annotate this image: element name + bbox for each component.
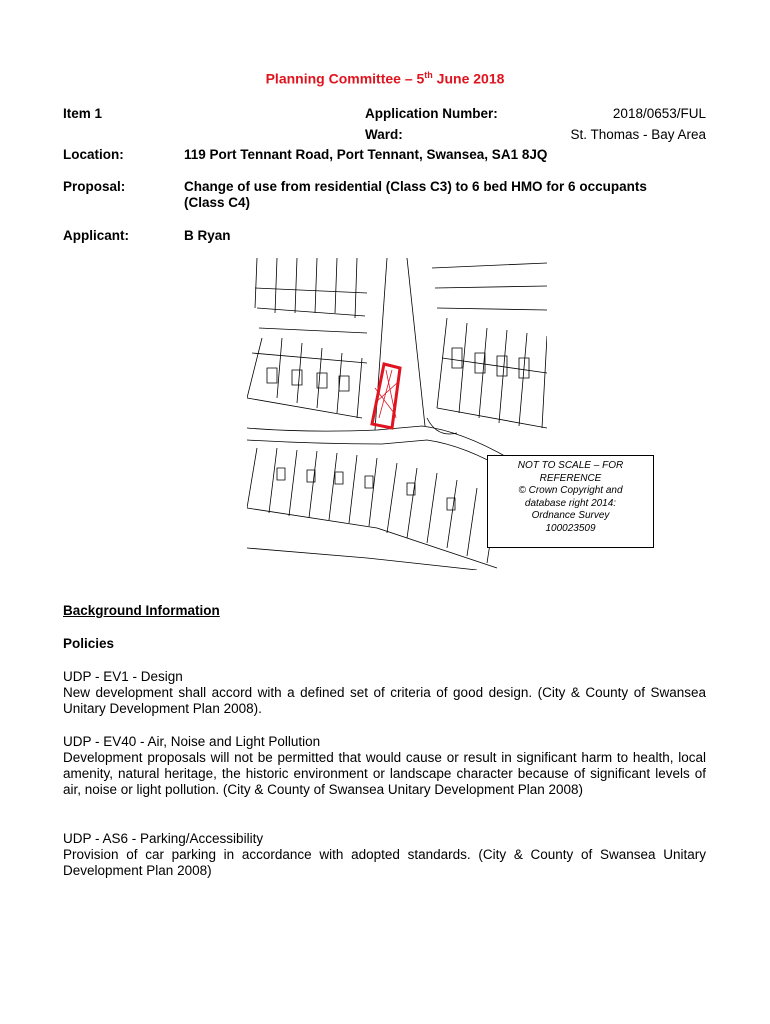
policy-as6: [63, 831, 706, 879]
policy-ev40: [63, 734, 706, 798]
policy-ev1: [63, 669, 706, 717]
background-heading: Background Information: [63, 603, 220, 618]
proposal-label: Proposal:: [63, 179, 126, 194]
policy-text: Provision of car parking in accordance with adopted standards. (City & County of Swansea Unitary Development Plan 2008): [63, 847, 706, 878]
application-number-label: Application Number:: [365, 106, 498, 121]
applicant-value: B Ryan: [184, 228, 231, 243]
proposal-line-1: Change of use from residential (Class C3) to 6 bed HMO for 6 occupants: [184, 179, 647, 194]
location-label: Location:: [63, 147, 124, 162]
ward-value: St. Thomas - Bay Area: [570, 127, 706, 142]
policy-title: UDP - EV1 - Design: [63, 669, 183, 684]
applicant-label: Applicant:: [63, 228, 129, 243]
policy-title: UDP - AS6 - Parking/Accessibility: [63, 831, 264, 846]
policies-heading: Policies: [63, 636, 115, 651]
map-copyright-note: NOT TO SCALE – FOR REFERENCE © Crown Copyright and database right 2014: Ordnance Survey 100023509: [487, 455, 654, 548]
item-number: Item 1: [63, 106, 103, 121]
proposal-line-2: (Class C4): [184, 195, 251, 210]
page-title: Planning Committee – 5th June 2018: [265, 70, 505, 87]
policy-text: New development shall accord with a defined set of criteria of good design. (City & County of Swansea Unitary Development Plan 2008).: [63, 685, 706, 716]
policy-title: UDP - EV40 - Air, Noise and Light Pollution: [63, 734, 321, 749]
policy-text: Development proposals will not be permitted that would cause or result in significant harm to health, local amenity, natural heritage, the historic environment or landscape character because of significant levels of air, noise or light pollution. (City & County of Swansea Unitary Development Plan 2008): [63, 750, 706, 797]
application-number-value: 2018/0653/FUL: [612, 106, 706, 121]
location-value: 119 Port Tennant Road, Port Tennant, Swansea, SA1 8JQ: [184, 147, 548, 162]
ward-label: Ward:: [365, 127, 403, 142]
